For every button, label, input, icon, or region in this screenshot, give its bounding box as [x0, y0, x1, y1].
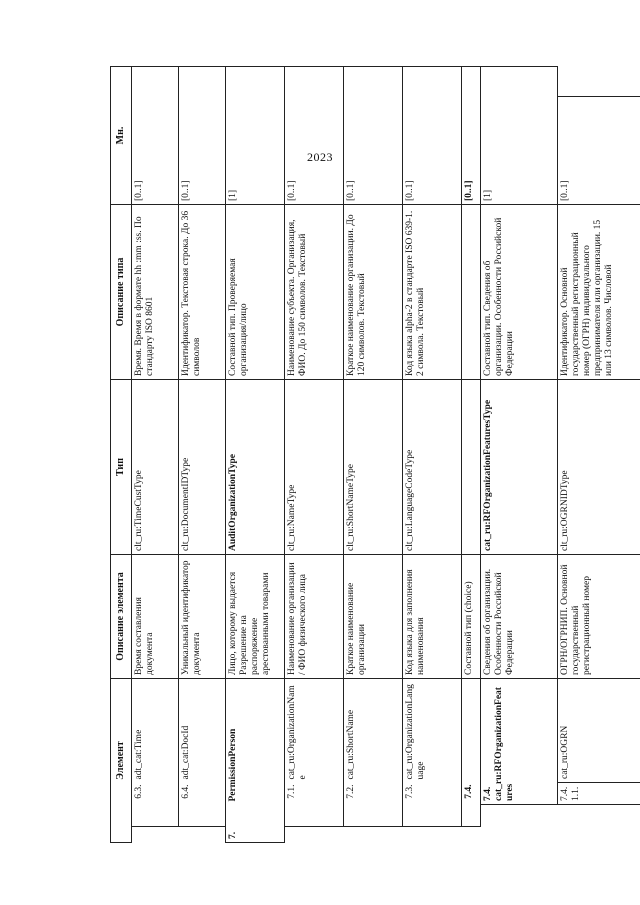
row-number: 7.4. [462, 783, 481, 827]
row-multiplicity: [1] [226, 66, 285, 204]
row-multiplicity: [0..1] [403, 66, 462, 204]
row-description: Составной тип (choice) [462, 555, 481, 679]
row-type-description: Составной тип. Проверяемая организация/лицо [226, 205, 285, 380]
row-element: PermissionPerson [226, 679, 285, 805]
row-type-description: Код языка alpha-2 в стандарте ISO 639-1. 2 символа. Текстовый [403, 205, 462, 380]
table-row [226, 66, 285, 842]
row-type: clt_ru:NameType [285, 380, 344, 555]
table-row [179, 66, 226, 842]
row-element: cat_ru:OGRN [558, 679, 640, 783]
row-element: adt_cat:DocId [179, 679, 226, 783]
row-type-description: Наименование субъекта. Организация, ФИО. До 150 символов. Текстовый [285, 205, 344, 380]
row-element [481, 679, 558, 805]
row-number: 7.2. [344, 783, 403, 827]
row-type: clt_ru:OGRNIDType [558, 380, 640, 555]
row-multiplicity: [0..1] [285, 66, 344, 204]
row-multiplicity: [0..1] [558, 97, 640, 205]
row-type: AuditOrganizationType [226, 380, 285, 555]
row-number: 7.4. [483, 786, 493, 801]
table-row [462, 66, 481, 842]
row-description: Краткое наименование организации [344, 555, 403, 679]
page-number: 2023 [307, 150, 333, 164]
row-multiplicity: [1] [481, 66, 558, 204]
row-element: cat_ru:OrganizationName [285, 679, 344, 783]
header-type-description: Описание типа [111, 205, 132, 380]
row-type-description: Идентификатор. Текстовая строка. До 36 символов [179, 205, 226, 380]
row-type: clt_ru:TimeCustType [132, 380, 179, 555]
row-multiplicity: [0..1] [132, 66, 179, 204]
elements-table [110, 66, 640, 843]
rotated-table-container [110, 67, 614, 843]
row-type: cat_ru:RFOrganizationFeaturesType [481, 380, 558, 555]
table-row [132, 66, 179, 842]
row-type-description: Составной тип. Сведения об организации. Особенности Российской Федерации [481, 205, 558, 380]
row-description: Время составления документа [132, 555, 179, 679]
row-multiplicity: [0..1] [462, 66, 481, 204]
table-header-row [111, 66, 132, 842]
row-type-description: Идентификатор. Основной государственный регистрационный номер (ОГРН) индивидуального предпринимателя или организации. 15 или 13 символов. Числовой [558, 205, 640, 380]
row-type-description: Время. Время в формате hh :mm :ss. По стандарту ISO 8601 [132, 205, 179, 380]
row-number: 7.3. [403, 783, 462, 827]
header-element-description: Описание элемента [111, 555, 132, 679]
table-row [558, 66, 640, 842]
row-description: ОГРН/ОГРНИП. Основной государственный регистрационный номер [558, 555, 640, 679]
row-number: 6.4. [179, 783, 226, 827]
table-row [344, 66, 403, 842]
table-row [481, 66, 558, 842]
row-type: clt_ru:DocumentIDType [179, 380, 226, 555]
row-description: Сведения об организации. Особенности Российской Федерации [481, 555, 558, 679]
row-description: Уникальный идентификатор документа [179, 555, 226, 679]
row-number: 6.3. [132, 783, 179, 827]
row-element: cat_ru:ShortName [344, 679, 403, 783]
row-type-description: Краткое наименование организации. До 120 символов. Текстовый [344, 205, 403, 380]
row-element: adt_cat:Time [132, 679, 179, 783]
row-type-description [462, 205, 481, 380]
row-description: Наименование организации / ФИО физического лица [285, 555, 344, 679]
table-row [403, 66, 462, 842]
row-type: clt_ru:LanguageCodeType [403, 380, 462, 555]
header-element: Элемент [111, 679, 132, 843]
header-type: Тип [111, 380, 132, 555]
row-type: clt_ru:ShortNameType [344, 380, 403, 555]
row-element-name: cat_ru:RFOrganizationFeatures [493, 687, 515, 801]
row-number: 7.4.1.1. [558, 783, 640, 805]
table-row [285, 66, 344, 842]
row-description: Код языка для заполнения наименования [403, 555, 462, 679]
row-multiplicity: [0..1] [344, 66, 403, 204]
header-multiplicity: Мн. [111, 66, 132, 204]
row-number: 7. [226, 805, 285, 843]
row-element: cat_ru:OrganizationLanguage [403, 679, 462, 783]
row-description: Лицо, которому выдается Разрешение на распоряжение арестованными товарами [226, 555, 285, 679]
row-number: 7.1. [285, 783, 344, 827]
row-element [462, 679, 481, 783]
row-type [462, 380, 481, 555]
row-multiplicity: [0..1] [179, 66, 226, 204]
